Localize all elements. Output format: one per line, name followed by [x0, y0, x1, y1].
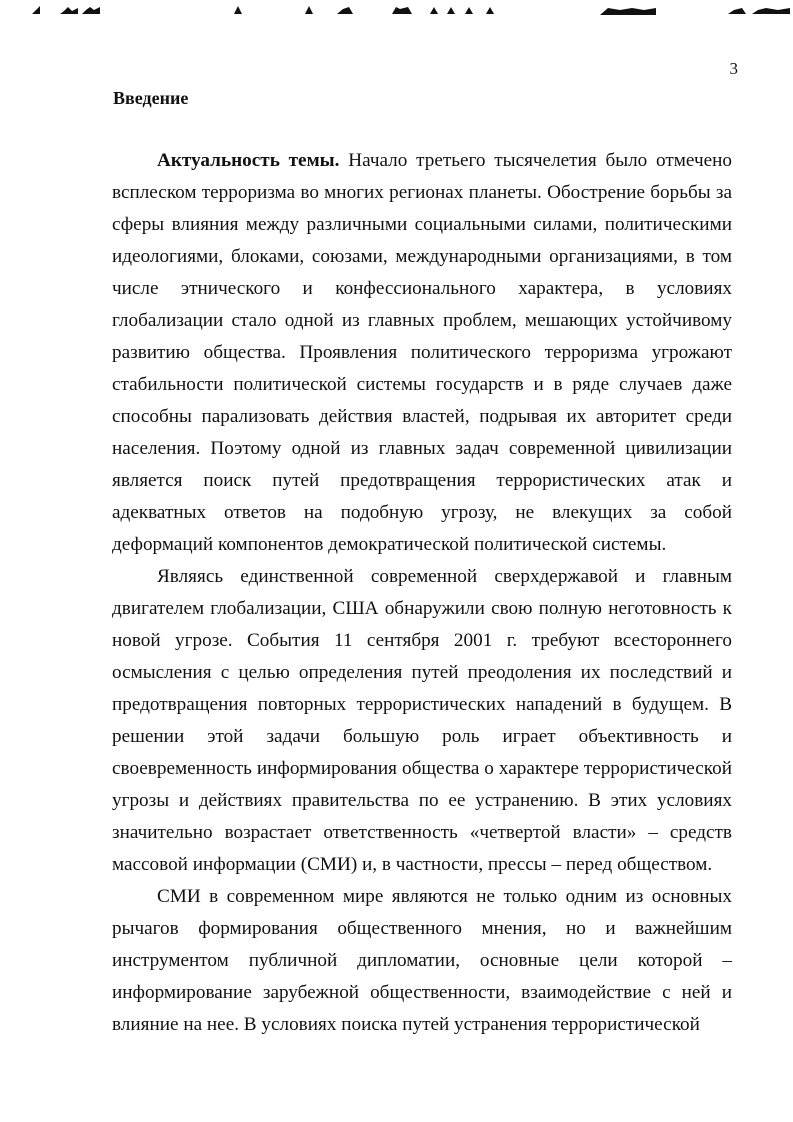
scan-artifact-marks: [0, 0, 793, 22]
paragraph-usa: Являясь единственной современной сверхдержавой и главным двигателем глобализации, США обнаружили свою полную неготовность к новой угрозе. События 11 сентября 2001 г. требуют всестороннего осмысления с целью определения путей преодоления их последствий и предотвращения повторных террористических нападений в будущем. В решении этой задачи большую роль играет объективность и своевременность информирования общества о характере террористической угрозы и действиях правительства по ее устранению. В этих условиях значительно возрастает ответственность «четвертой власти» – средств массовой информации (СМИ) и, в частности, прессы – перед обществом.: [112, 566, 732, 875]
paragraph-lead: Актуальность темы.: [157, 150, 340, 171]
page-number: 3: [729, 59, 738, 78]
paragraph-relevance: [112, 145, 732, 561]
paragraph-media: СМИ в современном мире являются не только одним из основных рычагов формирования общественного мнения, но и важнейшим инструментом публичной дипломатии, основные цели которой – информирование зарубежной общественности, взаимодействие с ней и влияние на нее. В условиях поиска путей устранения террористической: [112, 886, 732, 1035]
body-text: [112, 145, 732, 1041]
section-heading: Введение: [113, 88, 189, 108]
paragraph-text: Начало третьего тысячелетия было отмечено всплеском терроризма во многих регионах планеты. Обострение борьбы за сферы влияния между различными социальными силами, политическими идеологиями, блоками, союзами, международными организациями, в том числе этнического и конфессионального характера, в условиях глобализации стало одной из главных проблем, мешающих устойчивому развитию общества. Проявления политического терроризма угрожают стабильности политической системы государств и в ряде случаев даже способны парализовать действия властей, подрывая их авторитет среди населения. Поэтому одной из главных задач современной цивилизации является поиск путей предотвращения террористических атак и адекватных ответов на подобную угрозу, не влекущих за собой деформаций компонентов демократической политической системы.: [112, 150, 732, 555]
